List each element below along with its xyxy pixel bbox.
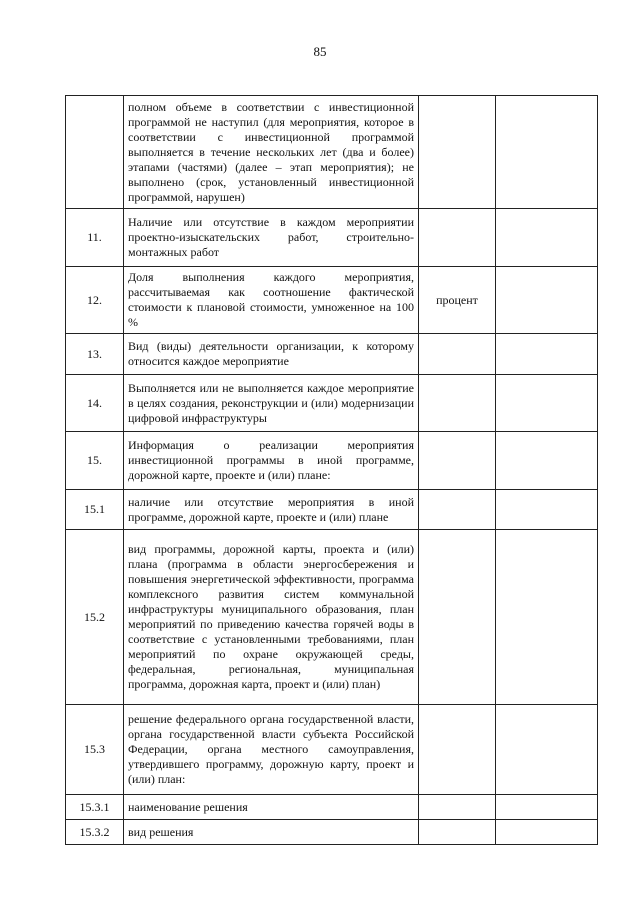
row-number: 15.	[66, 432, 124, 490]
row-value	[496, 530, 598, 705]
row-text: решение федерального органа государственной власти, органа государственной власти субъекта Российской Федерации, органа местного самоуправления, утвердившего программу, дорожную карту, проект и (или) план:	[124, 705, 419, 795]
row-unit	[419, 705, 496, 795]
row-value	[496, 432, 598, 490]
row-number: 15.3.1	[66, 795, 124, 820]
row-value	[496, 705, 598, 795]
row-value	[496, 334, 598, 375]
table-row	[66, 375, 598, 432]
row-unit: процент	[419, 267, 496, 334]
row-text: вид программы, дорожной карты, проекта и (или) плана (программа в области энергосбережения и повышения энергетической эффективности, программа комплексного развития систем коммунальной инфраструктуры муниципального образования, план мероприятий по приведению качества горячей воды в соответствие с установленными требованиями, план мероприятий по охране окружающей среды, федеральная, региональная, муниципальная программа, дорожная карта, проект и (или) план)	[124, 530, 419, 705]
row-value	[496, 795, 598, 820]
row-number: 15.1	[66, 490, 124, 530]
row-value	[496, 209, 598, 267]
row-unit	[419, 209, 496, 267]
row-number: 14.	[66, 375, 124, 432]
row-number	[66, 96, 124, 209]
row-value	[496, 490, 598, 530]
row-value	[496, 96, 598, 209]
row-value	[496, 375, 598, 432]
table-row	[66, 209, 598, 267]
row-unit	[419, 490, 496, 530]
row-number: 13.	[66, 334, 124, 375]
row-text: вид решения	[124, 820, 419, 845]
table-row	[66, 334, 598, 375]
row-text: Доля выполнения каждого мероприятия, рассчитываемая как соотношение фактической стоимости к плановой стоимости, умноженное на 100 %	[124, 267, 419, 334]
row-text: полном объеме в соответствии с инвестиционной программой не наступил (для мероприятия, которое в соответствии с инвестиционной программой выполняется в течение нескольких лет (два и более) этапами (частями) (далее – этап мероприятия); не выполнено (срок, установленный инвестиционной программой, нарушен)	[124, 96, 419, 209]
table-row	[66, 820, 598, 845]
table-row	[66, 795, 598, 820]
row-unit	[419, 820, 496, 845]
row-value	[496, 267, 598, 334]
table-row	[66, 96, 598, 209]
row-unit	[419, 530, 496, 705]
row-number: 15.3.2	[66, 820, 124, 845]
table-row	[66, 490, 598, 530]
table-row	[66, 432, 598, 490]
row-number: 11.	[66, 209, 124, 267]
table-row	[66, 530, 598, 705]
row-number: 15.2	[66, 530, 124, 705]
row-unit	[419, 96, 496, 209]
row-value	[496, 820, 598, 845]
row-text: наименование решения	[124, 795, 419, 820]
page-number: 85	[313, 44, 327, 59]
row-text: Информация о реализации мероприятия инвестиционной программы в иной программе, дорожной карте, проекте и (или) плане:	[124, 432, 419, 490]
row-text: наличие или отсутствие мероприятия в иной программе, дорожной карте, проекте и (или) плане	[124, 490, 419, 530]
row-text: Вид (виды) деятельности организации, к которому относится каждое мероприятие	[124, 334, 419, 375]
row-number: 12.	[66, 267, 124, 334]
indicator-table	[65, 95, 598, 845]
row-text: Наличие или отсутствие в каждом мероприятии проектно-изыскательских работ, строительно-монтажных работ	[124, 209, 419, 267]
row-unit	[419, 432, 496, 490]
row-unit	[419, 334, 496, 375]
row-text: Выполняется или не выполняется каждое мероприятие в целях создания, реконструкции и (или) модернизации цифровой инфраструктуры	[124, 375, 419, 432]
table-row	[66, 267, 598, 334]
row-unit	[419, 375, 496, 432]
row-unit	[419, 795, 496, 820]
table-row	[66, 705, 598, 795]
row-number: 15.3	[66, 705, 124, 795]
